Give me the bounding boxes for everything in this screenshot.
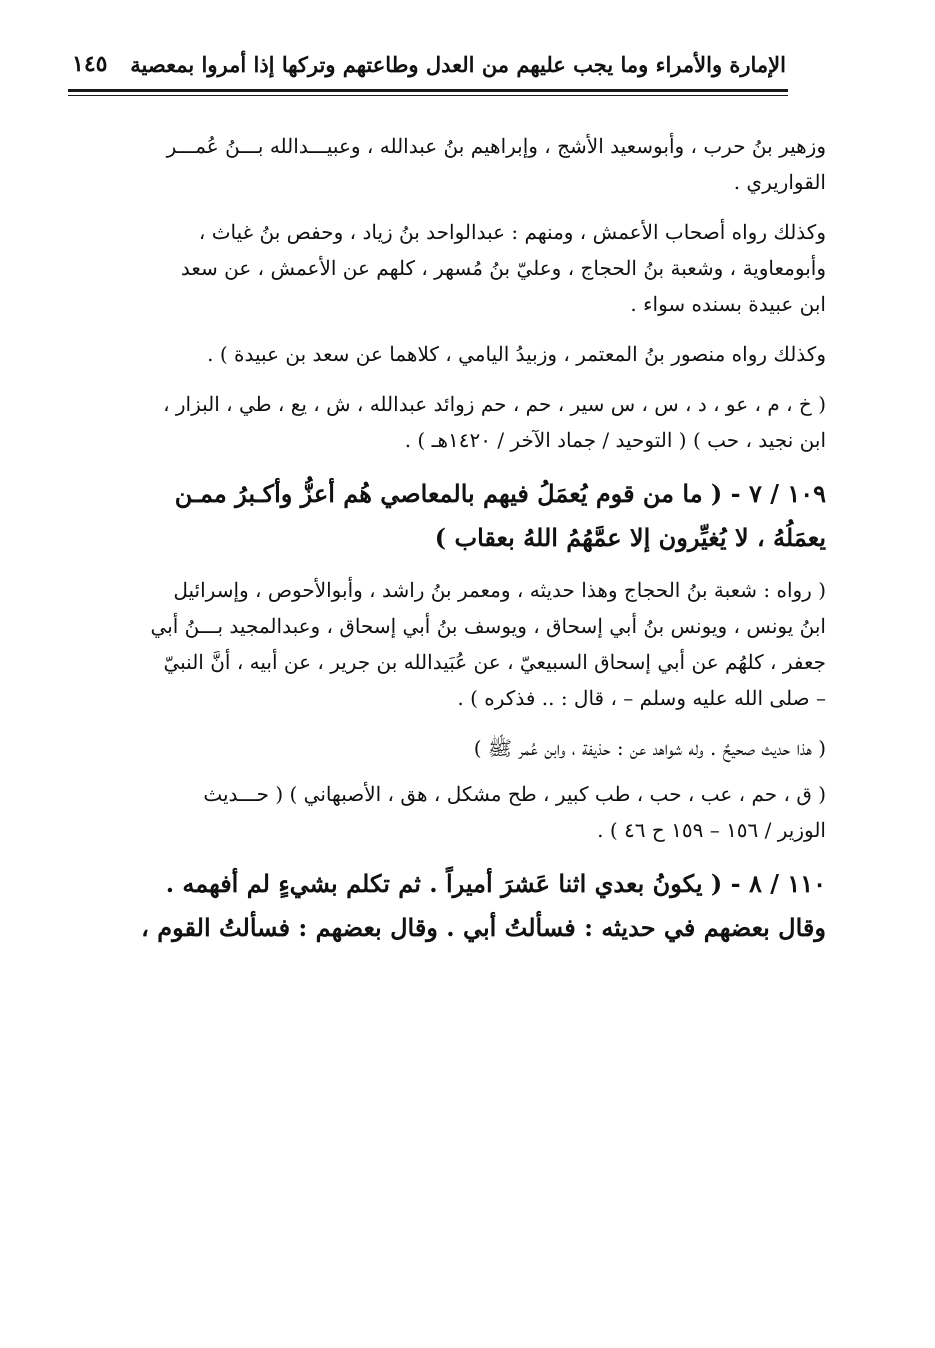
- header-rule-thick: [68, 89, 788, 92]
- page-header: [72, 44, 786, 84]
- paragraph-companions-of-amash: [80, 214, 826, 322]
- paragraph-mansur: [80, 336, 826, 372]
- paragraph-references: [80, 386, 826, 458]
- text-line: الوزير / ١٥٦ – ١٥٩ ح ٤٦ ) .: [597, 818, 826, 842]
- hadith-110-heading: [80, 862, 826, 950]
- hadith-line: ١٠٩ / ٧ - ( ما من قوم يُعمَلُ فيهم بالمعاصي هُم أعزُّ وأكـبرُ ممـن: [174, 479, 826, 508]
- text-line: ابن عبيدة بسنده سواء .: [630, 292, 826, 316]
- paragraph-hadith-109-references: [80, 776, 826, 848]
- text-line: ( رواه : شعبة بنُ الحجاج وهذا حديثه ، ومعمر بنُ راشد ، وأبوالأحوص ، وإسرائيل: [173, 578, 826, 602]
- paragraph-hadith-109-chain: [80, 572, 826, 716]
- running-title: الإمارة والأمراء وما يجب عليهم من العدل وطاعتهم وتركها إذا أمروا بمعصية: [130, 51, 786, 77]
- hadith-109-heading: [80, 472, 826, 560]
- text-line: ( ق ، حم ، عب ، حب ، طب كبير ، طح مشكل ، هق ، الأصبهاني ) ( حـــديث: [203, 782, 826, 806]
- hadith-line: وقال بعضهم في حديثه : فسألتُ أبي . وقال بعضهم : فسألتُ القوم ،: [141, 913, 826, 942]
- text-line: ( خ ، م ، عو ، د ، س ، س سير ، حم ، حم زوائد عبدالله ، ش ، يع ، طي ، البزار ،: [163, 392, 826, 416]
- paragraph-grading: [80, 730, 826, 766]
- text-line: – صلى الله عليه وسلم – ، قال : .. فذكره ) .: [457, 686, 826, 710]
- text-line: وكذلك رواه أصحاب الأعمش ، ومنهم : عبدالواحد بنُ زياد ، وحفص بنُ غياث ،: [198, 220, 826, 244]
- text-line: وأبومعاوية ، وشعبة بنُ الحجاج ، وعليّ بنُ مُسهر ، كلهم عن الأعمش ، عن سعد: [180, 256, 826, 280]
- hadith-line: يعمَلُهُ ، لا يُغيِّرون إلا عمَّهُمُ اللهُ بعقاب ): [434, 523, 826, 552]
- text-line: وزهير بنُ حرب ، وأبوسعيد الأشج ، وإبراهيم بنُ عبدالله ، وعبيـــدالله بـــنُ عُمـــر: [166, 134, 826, 158]
- text-line: ( هذا حديث صحيحٌ . وله شواهد عن : حذيفة ، وابن عُمر ﷺ ): [473, 736, 826, 760]
- text-line: جعفر ، كلهُم عن أبي إسحاق السبيعيّ ، عن عُبَيدالله بن جرير ، عن أبيه ، أنَّ النبيّ: [163, 650, 826, 674]
- text-line: ابنُ يونس ، ويونس بنُ أبي إسحاق ، ويوسف بنُ أبي إسحاق ، وعبدالمجيد بـــنُ أبي: [150, 614, 826, 638]
- text-line: وكذلك رواه منصور بنُ المعتمر ، وزبيدُ اليامي ، كلاهما عن سعد بن عبيدة ) .: [207, 342, 826, 366]
- header-rule-thin: [68, 95, 788, 96]
- hadith-line: ١١٠ / ٨ - ( يكونُ بعدي اثنا عَشرَ أميراً . ثم تكلم بشيءٍ لم أفهمه .: [165, 869, 826, 898]
- text-line: القواريري .: [733, 170, 826, 194]
- body-text: [80, 128, 826, 962]
- page-number: ١٤٥: [72, 51, 108, 77]
- text-line: ابن نجيد ، حب ) ( التوحيد / جماد الآخر / ١٤٢٠هـ ) .: [404, 428, 826, 452]
- paragraph-narrators: [80, 128, 826, 200]
